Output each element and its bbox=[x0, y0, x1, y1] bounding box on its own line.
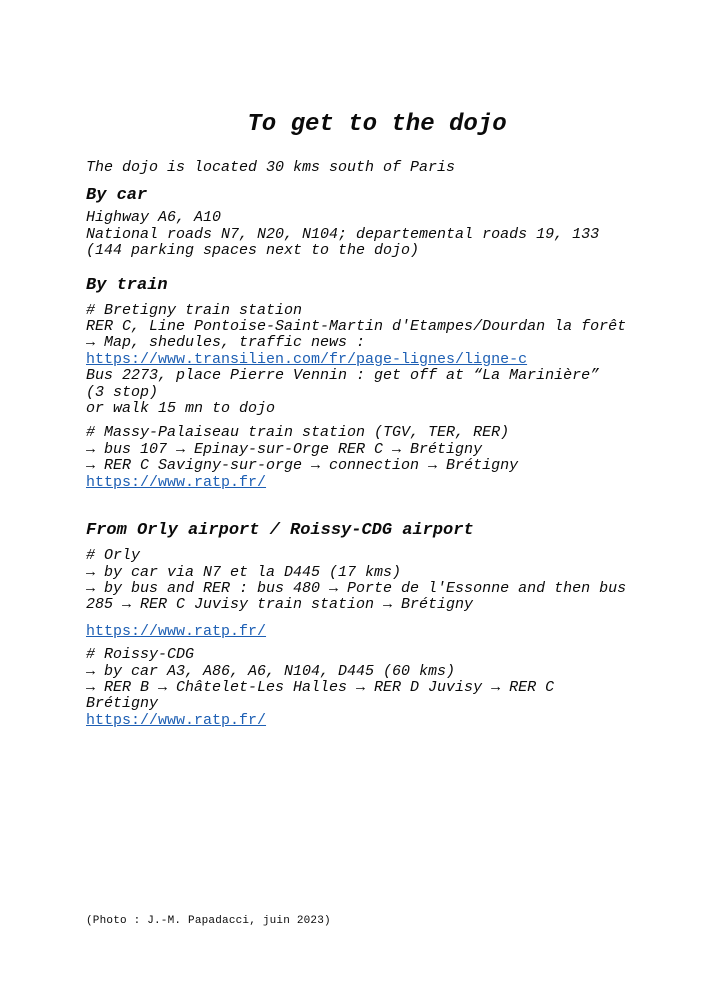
body-line: → bus 107 → Epinay-sur-Orge RER C → Brétigny bbox=[86, 440, 483, 458]
massy-paragraph bbox=[86, 425, 642, 491]
orly-paragraph bbox=[86, 548, 642, 614]
ratp-link[interactable]: https://www.ratp.fr/ bbox=[86, 622, 267, 640]
body-line: → RER B → Châtelet-Les Halles → RER D Juvisy → RER C bbox=[86, 678, 555, 696]
body-line: National roads N7, N20, N104; departemental roads 19, 133 bbox=[86, 225, 600, 243]
page-title: To get to the dojo bbox=[247, 111, 507, 138]
ratp-link[interactable]: https://www.ratp.fr/ bbox=[86, 473, 267, 491]
body-line: → RER C Savigny-sur-orge → connection → Brétigny bbox=[86, 457, 519, 475]
body-line: → by car via N7 et la D445 (17 kms) bbox=[86, 563, 402, 581]
body-line: → by car A3, A86, A6, N104, D445 (60 kms) bbox=[86, 662, 456, 680]
heading-by-train: By train bbox=[86, 275, 168, 295]
body-line: 285 → RER C Juvisy train station → Brétigny bbox=[86, 596, 474, 614]
body-line: (3 stop) bbox=[86, 383, 159, 401]
transilien-link[interactable]: https://www.transilien.com/fr/page-lignes/ligne-c bbox=[86, 350, 528, 368]
body-line: (144 parking spaces next to the dojo) bbox=[86, 242, 420, 260]
body-line: Bus 2273, place Pierre Vennin : get off at “La Marinière” bbox=[86, 367, 600, 385]
body-line: # Massy-Palaiseau train station (TGV, TER, RER) bbox=[86, 424, 510, 442]
body-line: # Orly bbox=[86, 547, 141, 565]
by-car-paragraph bbox=[86, 210, 642, 259]
roissy-paragraph bbox=[86, 647, 642, 729]
photo-credit: (Photo : J.-M. Papadacci, juin 2023) bbox=[86, 915, 331, 928]
body-line: # Roissy-CDG bbox=[86, 646, 195, 664]
bretigny-paragraph bbox=[86, 303, 642, 418]
body-line: or walk 15 mn to dojo bbox=[86, 400, 276, 418]
body-line: → Map, shedules, traffic news : bbox=[86, 334, 366, 352]
body-line: RER C, Line Pontoise-Saint-Martin d'Etampes/Dourdan la forêt bbox=[86, 318, 627, 336]
body-line: # Bretigny train station bbox=[86, 301, 303, 319]
body-line: Brétigny bbox=[86, 695, 159, 713]
heading-airports: From Orly airport / Roissy-CDG airport bbox=[86, 521, 474, 541]
heading-by-car: By car bbox=[86, 186, 148, 206]
intro-text: The dojo is located 30 kms south of Paris bbox=[86, 159, 456, 176]
body-line: Highway A6, A10 bbox=[86, 209, 222, 227]
body-line: → by bus and RER : bus 480 → Porte de l'Essonne and then bus bbox=[86, 579, 627, 597]
ratp-link[interactable]: https://www.ratp.fr/ bbox=[86, 711, 267, 729]
